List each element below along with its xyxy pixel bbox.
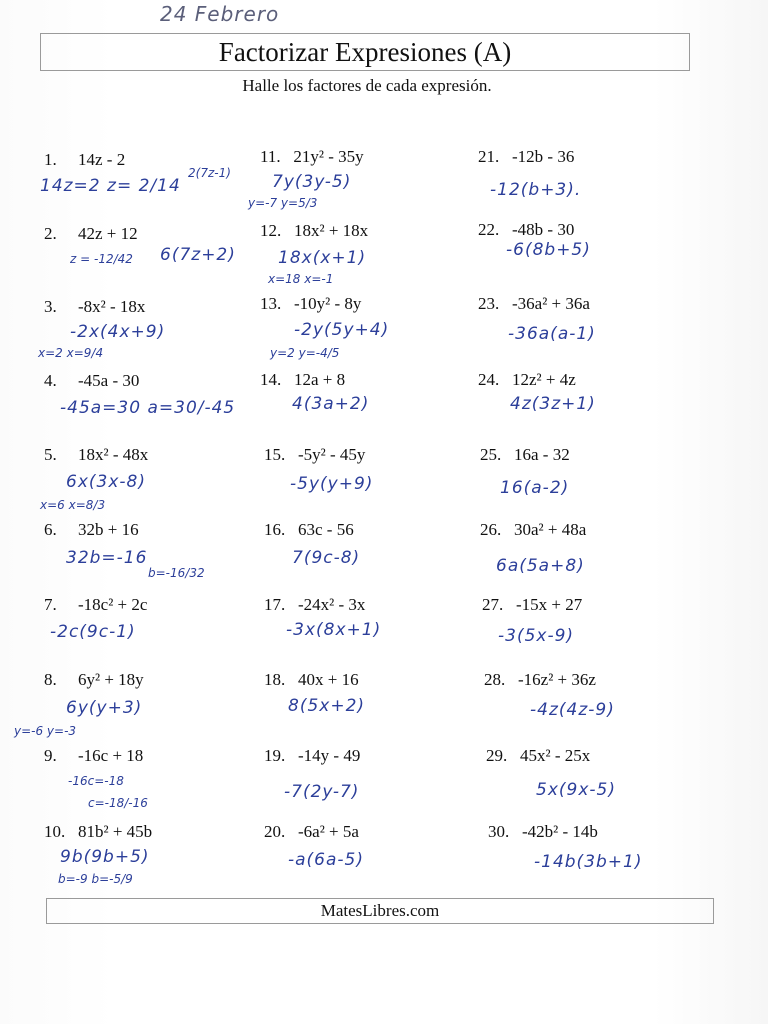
problem-number: 21. bbox=[478, 147, 500, 166]
handwritten-answer-22: -6(8b+5) bbox=[506, 240, 591, 260]
problem-2 bbox=[44, 224, 138, 244]
handwritten-answer-8: 6y(y+3) bbox=[66, 698, 143, 718]
problem-expression: 45x² - 25x bbox=[520, 746, 591, 765]
handwritten-answer-26: 6a(5a+8) bbox=[496, 556, 585, 576]
footer-site: MatesLibres.com bbox=[320, 901, 440, 920]
problem-number: 17. bbox=[264, 595, 286, 614]
problem-4 bbox=[44, 371, 139, 391]
handwritten-answer-13: -2y(5y+4) bbox=[294, 320, 390, 340]
problem-number: 4. bbox=[44, 371, 57, 390]
problem-27 bbox=[482, 595, 582, 615]
handwritten-answer-8-solution: y=-6 y=-3 bbox=[14, 724, 77, 738]
problem-8 bbox=[44, 670, 144, 690]
problem-number: 8. bbox=[44, 670, 57, 689]
problem-expression: -16z² + 36z bbox=[518, 670, 596, 689]
problem-10 bbox=[44, 822, 152, 842]
handwritten-answer-29: 5x(9x-5) bbox=[536, 780, 616, 800]
handwritten-answer-23: -36a(a-1) bbox=[508, 324, 596, 344]
handwritten-answer-2: 6(7z+2) bbox=[160, 245, 236, 265]
worksheet-subtitle: Halle los factores de cada expresión. bbox=[242, 76, 492, 95]
problem-number: 11. bbox=[260, 147, 281, 166]
problem-number: 23. bbox=[478, 294, 500, 313]
handwritten-answer-18: 8(5x+2) bbox=[288, 696, 366, 716]
handwritten-answer-28: -4z(4z-9) bbox=[530, 700, 615, 720]
problem-expression: -36a² + 36a bbox=[512, 294, 590, 313]
problem-expression: 14z - 2 bbox=[78, 150, 126, 169]
problem-6 bbox=[44, 520, 139, 540]
problem-25 bbox=[480, 445, 570, 465]
problem-19 bbox=[264, 746, 360, 766]
problem-24 bbox=[478, 370, 576, 390]
problem-30 bbox=[488, 822, 598, 842]
problem-21 bbox=[478, 147, 574, 167]
problem-number: 22. bbox=[478, 220, 500, 239]
problem-number: 27. bbox=[482, 595, 504, 614]
problem-expression: 32b + 16 bbox=[78, 520, 139, 539]
problem-number: 20. bbox=[264, 822, 286, 841]
problem-13 bbox=[260, 294, 361, 314]
problem-expression: -48b - 30 bbox=[512, 220, 575, 239]
problem-expression: 18x² + 18x bbox=[294, 221, 369, 240]
handwritten-answer-27: -3(5x-9) bbox=[498, 626, 575, 646]
handwritten-answer-12-solution: x=18 x=-1 bbox=[268, 272, 334, 286]
problem-number: 29. bbox=[486, 746, 508, 765]
handwritten-answer-21: -12(b+3). bbox=[490, 180, 582, 200]
title-box bbox=[40, 33, 690, 71]
handwritten-answer-14: 4(3a+2) bbox=[292, 394, 370, 414]
problem-expression: -24x² - 3x bbox=[298, 595, 366, 614]
handwritten-answer-11: 7y(3y-5) bbox=[272, 172, 352, 192]
problem-number: 9. bbox=[44, 746, 57, 765]
problem-number: 2. bbox=[44, 224, 57, 243]
handwritten-answer-9: -16c=-18 bbox=[68, 774, 124, 788]
problem-expression: 30a² + 48a bbox=[514, 520, 587, 539]
problem-number: 14. bbox=[260, 370, 282, 389]
problem-3 bbox=[44, 297, 145, 317]
problem-expression: -15x + 27 bbox=[516, 595, 583, 614]
problem-number: 30. bbox=[488, 822, 510, 841]
problem-expression: -42b² - 14b bbox=[522, 822, 598, 841]
problem-expression: -6a² + 5a bbox=[298, 822, 359, 841]
problem-29 bbox=[486, 746, 590, 766]
problem-12 bbox=[260, 221, 368, 241]
handwritten-answer-4: -45a=30 a=30/-45 bbox=[60, 398, 236, 418]
footer-box bbox=[46, 898, 714, 924]
handwritten-answer-10-solution: b=-9 b=-5/9 bbox=[58, 872, 133, 886]
problem-7 bbox=[44, 595, 147, 615]
problem-20 bbox=[264, 822, 359, 842]
problem-expression: 16a - 32 bbox=[514, 445, 570, 464]
problem-5 bbox=[44, 445, 148, 465]
problem-expression: -45a - 30 bbox=[78, 371, 140, 390]
problem-expression: -16c + 18 bbox=[78, 746, 144, 765]
problem-number: 28. bbox=[484, 670, 506, 689]
problem-number: 1. bbox=[44, 150, 57, 169]
handwritten-answer-25: 16(a-2) bbox=[500, 478, 570, 498]
handwritten-answer-6-solution: b=-16/32 bbox=[148, 566, 205, 580]
problem-17 bbox=[264, 595, 365, 615]
handwritten-answer-7: -2c(9c-1) bbox=[50, 622, 136, 642]
problem-expression: -18c² + 2c bbox=[78, 595, 148, 614]
problem-1 bbox=[44, 150, 125, 170]
problem-number: 24. bbox=[478, 370, 500, 389]
problem-expression: 6y² + 18y bbox=[78, 670, 144, 689]
handwritten-answer-15: -5y(y+9) bbox=[290, 474, 374, 494]
handwritten-answer-1: 14z=2 z= 2/14 bbox=[40, 176, 181, 196]
problem-11 bbox=[260, 147, 364, 167]
handwritten-date: 24 Febrero bbox=[160, 2, 280, 26]
problem-26 bbox=[480, 520, 586, 540]
problem-22 bbox=[478, 220, 574, 240]
problem-16 bbox=[264, 520, 354, 540]
handwritten-answer-24: 4z(3z+1) bbox=[510, 394, 596, 414]
handwritten-answer-16: 7(9c-8) bbox=[292, 548, 361, 568]
handwritten-answer-11-solution: y=-7 y=5/3 bbox=[248, 196, 318, 210]
handwritten-answer-20: -a(6a-5) bbox=[288, 850, 364, 870]
problem-number: 5. bbox=[44, 445, 57, 464]
problem-expression: -10y² - 8y bbox=[294, 294, 362, 313]
handwritten-answer-12: 18x(x+1) bbox=[278, 248, 367, 268]
problem-number: 10. bbox=[44, 822, 66, 841]
problem-number: 16. bbox=[264, 520, 286, 539]
handwritten-answer-3: -2x(4x+9) bbox=[70, 322, 166, 342]
problem-number: 18. bbox=[264, 670, 286, 689]
problem-expression: 40x + 16 bbox=[298, 670, 359, 689]
problem-expression: 12a + 8 bbox=[294, 370, 346, 389]
problem-number: 6. bbox=[44, 520, 57, 539]
handwritten-answer-9-solution: c=-18/-16 bbox=[88, 796, 148, 810]
handwritten-answer-17: -3x(8x+1) bbox=[286, 620, 382, 640]
problem-expression: 12z² + 4z bbox=[512, 370, 576, 389]
problem-expression: -8x² - 18x bbox=[78, 297, 146, 316]
handwritten-answer-2-solution: z = -12/42 bbox=[70, 252, 133, 266]
problem-expression: 18x² - 48x bbox=[78, 445, 149, 464]
problem-23 bbox=[478, 294, 590, 314]
problem-18 bbox=[264, 670, 359, 690]
problem-number: 12. bbox=[260, 221, 282, 240]
problem-expression: -5y² - 45y bbox=[298, 445, 366, 464]
handwritten-answer-1-factored: 2(7z-1) bbox=[188, 166, 231, 180]
handwritten-answer-3-solution: x=2 x=9/4 bbox=[38, 346, 104, 360]
problem-15 bbox=[264, 445, 365, 465]
problem-14 bbox=[260, 370, 345, 390]
problem-expression: 81b² + 45b bbox=[78, 822, 153, 841]
problem-expression: -14y - 49 bbox=[298, 746, 361, 765]
problem-9 bbox=[44, 746, 143, 766]
handwritten-answer-30: -14b(3b+1) bbox=[534, 852, 643, 872]
problem-28 bbox=[484, 670, 596, 690]
handwritten-answer-13-solution: y=2 y=-4/5 bbox=[270, 346, 340, 360]
problem-number: 7. bbox=[44, 595, 57, 614]
problem-number: 3. bbox=[44, 297, 57, 316]
worksheet-title: Factorizar Expresiones (A) bbox=[218, 36, 512, 67]
handwritten-answer-19: -7(2y-7) bbox=[284, 782, 360, 802]
problem-expression: 63c - 56 bbox=[298, 520, 354, 539]
problem-expression: -12b - 36 bbox=[512, 147, 575, 166]
problem-expression: 21y² - 35y bbox=[293, 147, 364, 166]
problem-number: 15. bbox=[264, 445, 286, 464]
handwritten-answer-5-solution: x=6 x=8/3 bbox=[40, 498, 106, 512]
handwritten-answer-6: 32b=-16 bbox=[66, 548, 148, 568]
problem-number: 25. bbox=[480, 445, 502, 464]
handwritten-answer-5: 6x(3x-8) bbox=[66, 472, 146, 492]
problem-expression: 42z + 12 bbox=[78, 224, 138, 243]
problem-number: 19. bbox=[264, 746, 286, 765]
handwritten-answer-10: 9b(9b+5) bbox=[60, 847, 150, 867]
problem-number: 13. bbox=[260, 294, 282, 313]
problem-number: 26. bbox=[480, 520, 502, 539]
